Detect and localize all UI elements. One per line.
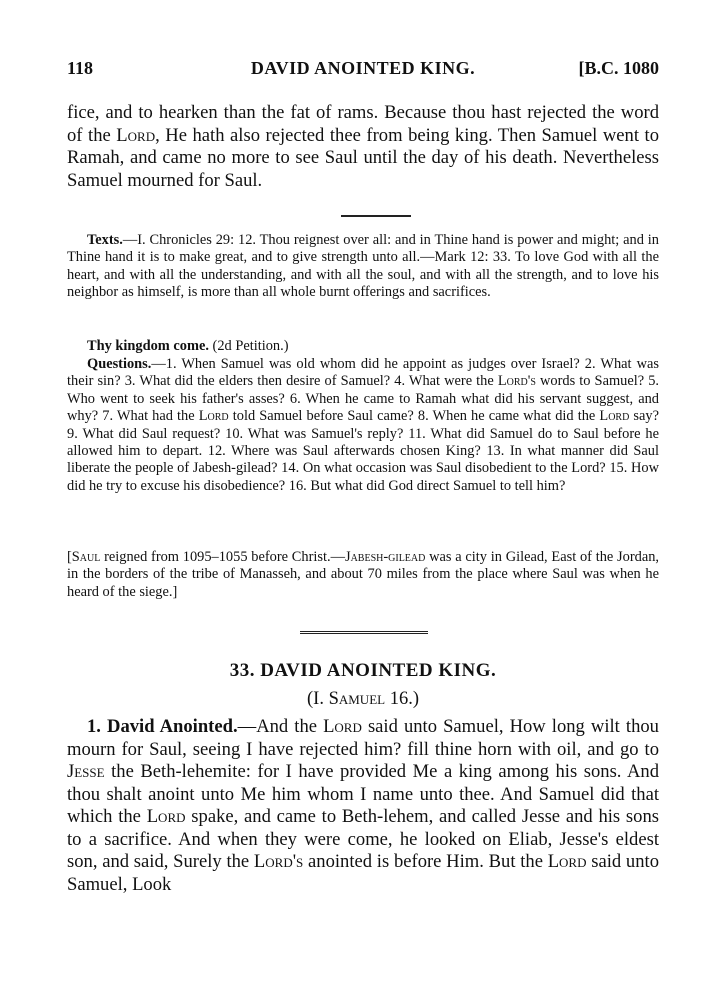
scripture-reference: (I. Samuel 16.) [307,689,419,709]
chapter-title: 33. DAVID ANOINTED KING. [229,660,497,681]
page-number: 118 [67,58,94,78]
running-header [67,58,659,84]
section-divider [341,215,411,217]
texts-label: Texts. [87,232,123,248]
historical-note: [Saul reigned from 1095–1055 before Christ.—Jabesh-gilead was a city in Gilead, East of the Jordan, in the borders of the tribe of Manasseh, and about 70 miles from the place where Saul was when he heard of the siege.] [67,549,659,600]
previous-paragraph: fice, and to hearken than the fat of rams. Because thou hast rejected the word of the Lord, He hath also rejected thee from being king. Then Samuel went to Ramah, and came no more to see Saul until the day of his death. Nevertheless Samuel mourned for Saul. [67,102,659,191]
petition-label: Thy kingdom come. [87,338,209,354]
section-paragraph: 1. David Anointed.—And the Lord said unto Samuel, How long wilt thou mourn for Saul, seeing I have rejected him? fill thine horn with oil, and go to Jesse the Beth-lehemite: for I have provided Me a king among his sons. And thou shalt anoint unto Me him whom I name unto thee. And Samuel did that which the Lord spake, and came to Beth-lehem, and called Jesse and his sons to a sacrifice. And when they were come, he looked on Eliab, Jesse's eldest son, and said, Surely the Lord's anointed is before Him. But the Lord said unto Samuel, Look [67,716,659,895]
header-date: [B.C. 1080 [578,58,659,78]
texts-paragraph: Texts.—I. Chronicles 29: 12. Thou reignest over all: and in Thine hand is power and might; and in Thine hand it is to make great, and to give strength unto all.—Mark 12: 33. To love God with all the heart, and with all the understanding, and with all the soul, and with all the strength, and to love his neighbor as himself, is more than all whole burnt offerings and sacrifices. [67,232,659,301]
questions-label: Questions. [87,356,152,372]
running-title: DAVID ANOINTED KING. [250,58,476,78]
chapter-divider [300,631,428,635]
section-heading: 1. David Anointed. [87,716,238,737]
petition-line: Thy kingdom come. (2d Petition.) [87,338,289,354]
questions-paragraph: Questions.—1. When Samuel was old whom did he appoint as judges over Israel? 2. What was their sin? 3. What did the elders then desire of Samuel? 4. What were the Lord's words to Samuel? 5. Who went to seek his father's asses? 6. When he came to Ramah what did his servant suggest, and why? 7. What had the Lord told Samuel before Saul came? 8. When he came what did the Lord say? 9. What did Saul request? 10. What was Samuel's reply? 11. What did Samuel do to Saul before he allowed him to depart. 12. Where was Saul afterwards chosen King? 13. In what manner did Saul liberate the people of Jabesh-gilead? 14. On what occasion was Saul disobedient to the Lord? 15. How did he try to excuse his disobedience? 16. But what did God direct Samuel to tell him? [67,356,660,494]
